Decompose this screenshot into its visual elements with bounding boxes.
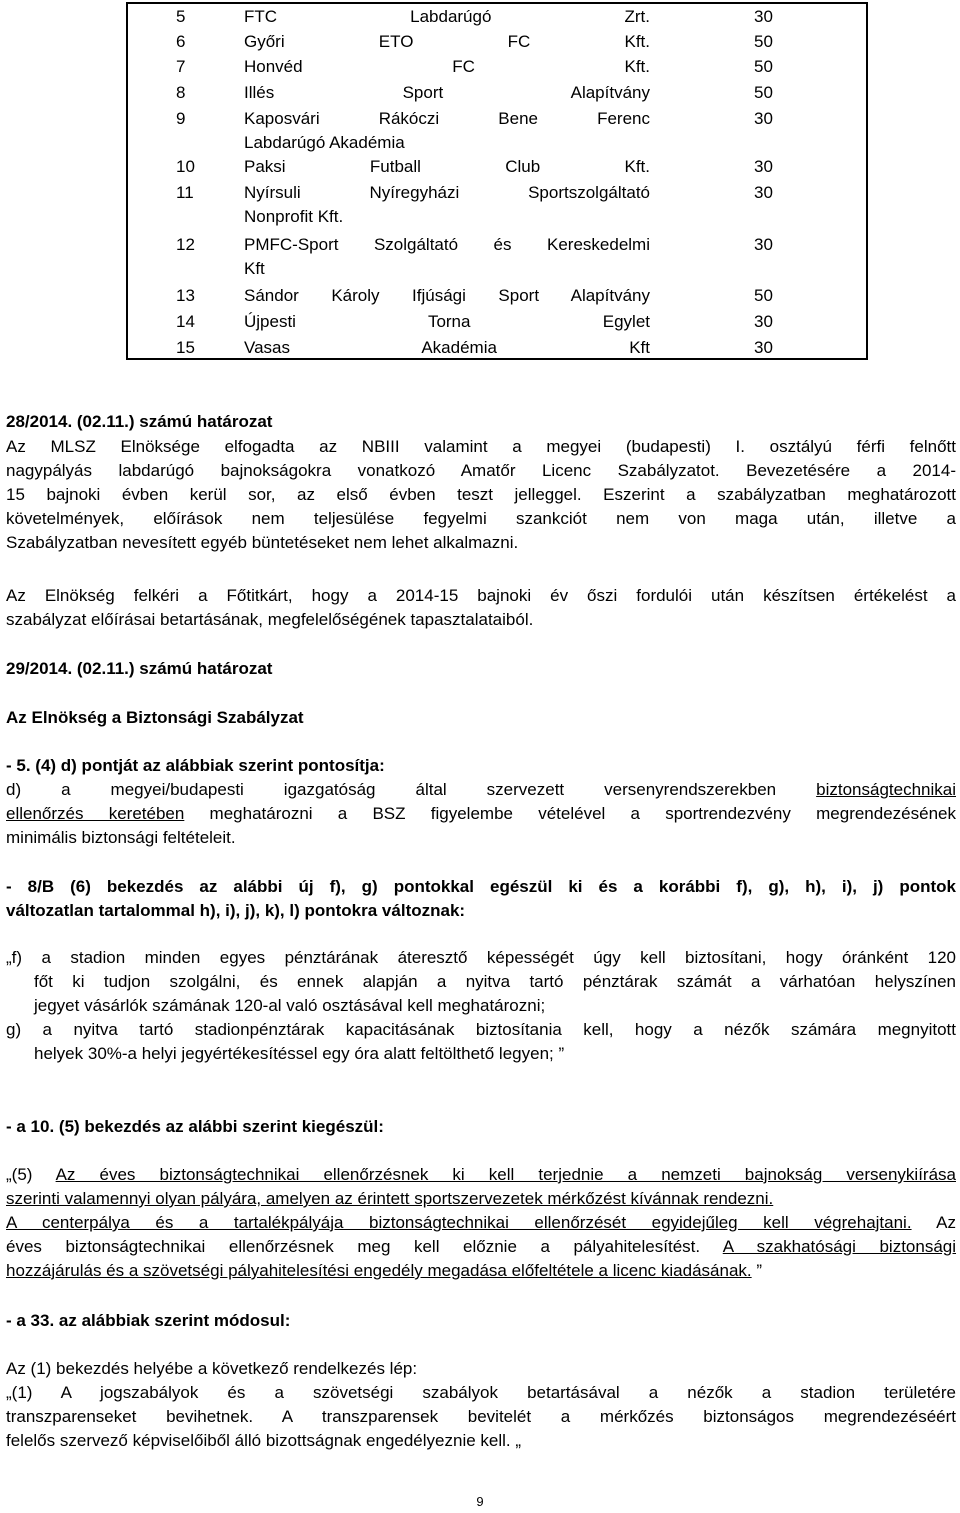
club-name: Nyírsuli Nyíregyházi Sportszolgáltató	[244, 183, 650, 202]
club-name: Újpesti Torna Egylet	[244, 312, 650, 331]
club-name: Kaposvári Rákóczi Bene Ferenc	[244, 109, 650, 128]
section-8b-title: - 8/B (6) bekezdés az alábbi új f), g) pontokkal egészül ki és a korábbi f), g), h), i), j) pontok változatlan tartalommal h), i), j), k), l) pontokra változnak:	[6, 877, 956, 920]
section-33-title: - a 33. az alábbiak szerint módosul:	[6, 1311, 291, 1330]
section-5-body: d) a megyei/budapesti igazgatóság által szervezett versenyrendszerekben biztonságtechnikai ellenőrzés keretében meghatározni a BSZ figyelembe vételével a sportrendezvény megrendezésének minimális biztonsági feltételeit.	[6, 780, 956, 847]
resolution-29-subheading: Az Elnökség a Biztonsági Szabályzat	[6, 708, 304, 727]
resolution-28-heading: 28/2014. (02.11.) számú határozat	[6, 412, 273, 431]
club-name: Paksi Futball Club Kft.	[244, 157, 650, 176]
club-name-cont: Labdarúgó Akadémia	[244, 133, 405, 152]
club-name: Honvéd FC Kft.	[244, 57, 650, 76]
club-name-cont: Kft	[244, 259, 265, 278]
section-33-intro: Az (1) bekezdés helyébe a következő rendelkezés lép:	[6, 1359, 418, 1378]
club-name: Győri ETO FC Kft.	[244, 32, 650, 51]
point-f: „f) a stadion minden egyes pénztárának áteresztő képességét úgy kell biztosítani, hogy óránként 120 főt ki tudjon szolgálni, és ennek alapján a nyitva tartó pénztárak számát a várhatóan helyszínen jegyet vásárlók számának 120-al való osztásával kell meghatározni;	[6, 948, 956, 1015]
resolution-28-request: Az Elnökség felkéri a Főtitkárt, hogy a 2014-15 bajnoki év őszi fordulói után készítsen értékelést a szabályzat előírásai betartásának, megfelelőségének tapasztalataiból.	[6, 586, 956, 629]
club-name: FTC Labdarúgó Zrt.	[244, 7, 650, 26]
resolution-28-body: Az MLSZ Elnöksége elfogadta az NBIII valamint a megyei (budapesti) I. osztályú férfi felnőtt nagypályás labdarúgó bajnokságokra vonatkozó Amatőr Licenc Szabályzatot. Bevezetésére a 2014- 15 bajnoki évben kerül sor, az első évben teszt jelleggel. Eszerint a szabályzatban meghatározott követelmények, előírások nem teljesülése fegyelmi szankciót nem von maga után, illetve a Szabályzatban nevesített egyéb büntetéseket nem lehet alkalmazni.	[6, 437, 956, 552]
section-10-body: „(5) Az éves biztonságtechnikai ellenőrzésnek ki kell terjednie a nemzeti bajnokság versenykiírása szerinti valamennyi olyan pályára, amelyen az érintett sportszervezetek mérkőzést kívánnak rendezni. A centerpálya és a tartalékpályája biztonságtechnikai ellenőrzését egyidejűleg kell végrehajtani. Az éves biztonságtechnikai ellenőrzésnek meg kell előznie a pályahitelesítést. A szakhatósági biztonsági hozzájárulás és a szövetségi pályahitelesítési engedély megadása előfeltétele a licenc kiadásának. ”	[6, 1165, 957, 1280]
club-name: Vasas Akadémia Kft	[244, 338, 650, 357]
section-10-title: - a 10. (5) bekezdés az alábbi szerint kiegészül:	[6, 1117, 384, 1136]
page-number: 9	[476, 1494, 484, 1509]
resolution-29-heading: 29/2014. (02.11.) számú határozat	[6, 659, 273, 678]
section-5-title: - 5. (4) d) pontját az alábbiak szerint pontosítja:	[6, 756, 385, 775]
clubs-table: 5 FTC Labdarúgó Zrt. 30 6 Győri ETO FC Kft. 50 7 Honvéd FC Kft. 50 8 Illés Sport Alapítvány 50 9 Kaposvári Rákóczi Bene Ferenc Labdarúgó Akadémia 30 10 Paksi Futball Club Kft. 30 11 Nyírsuli Nyíregyházi Sportszolgáltató Nonprofit Kft. 30 12 PMFC-Sport Szolgáltató és Kereskedelmi Kft 30 13 Sándor Károly Ifjúsági Sport Alapítvány 50 14 Újpesti Torna Egylet 30 15 Vasas Akadémia Kft 30	[126, 2, 868, 360]
club-name: Illés Sport Alapítvány	[244, 83, 650, 102]
point-g: g) a nyitva tartó stadionpénztárak kapacitásának biztosítania kell, hogy a nézők számára megnyitott helyek 30%-a helyi jegyértékesítéssel egy óra alatt feltölthető legyen; ”	[6, 1020, 956, 1063]
club-name-cont: Nonprofit Kft.	[244, 207, 344, 226]
club-name: Sándor Károly Ifjúsági Sport Alapítvány	[244, 286, 650, 305]
club-name: PMFC-Sport Szolgáltató és Kereskedelmi	[244, 235, 650, 254]
section-33-body: „(1) A jogszabályok és a szövetségi szabályok betartásával a nézők a stadion területére transzparenseket bevihetnek. A transzparensek bevitelét a mérkőzés biztonságos megrendezéséért felelős szervező képviselőiből álló bizottságnak engedélyeznie kell. „	[6, 1383, 956, 1450]
